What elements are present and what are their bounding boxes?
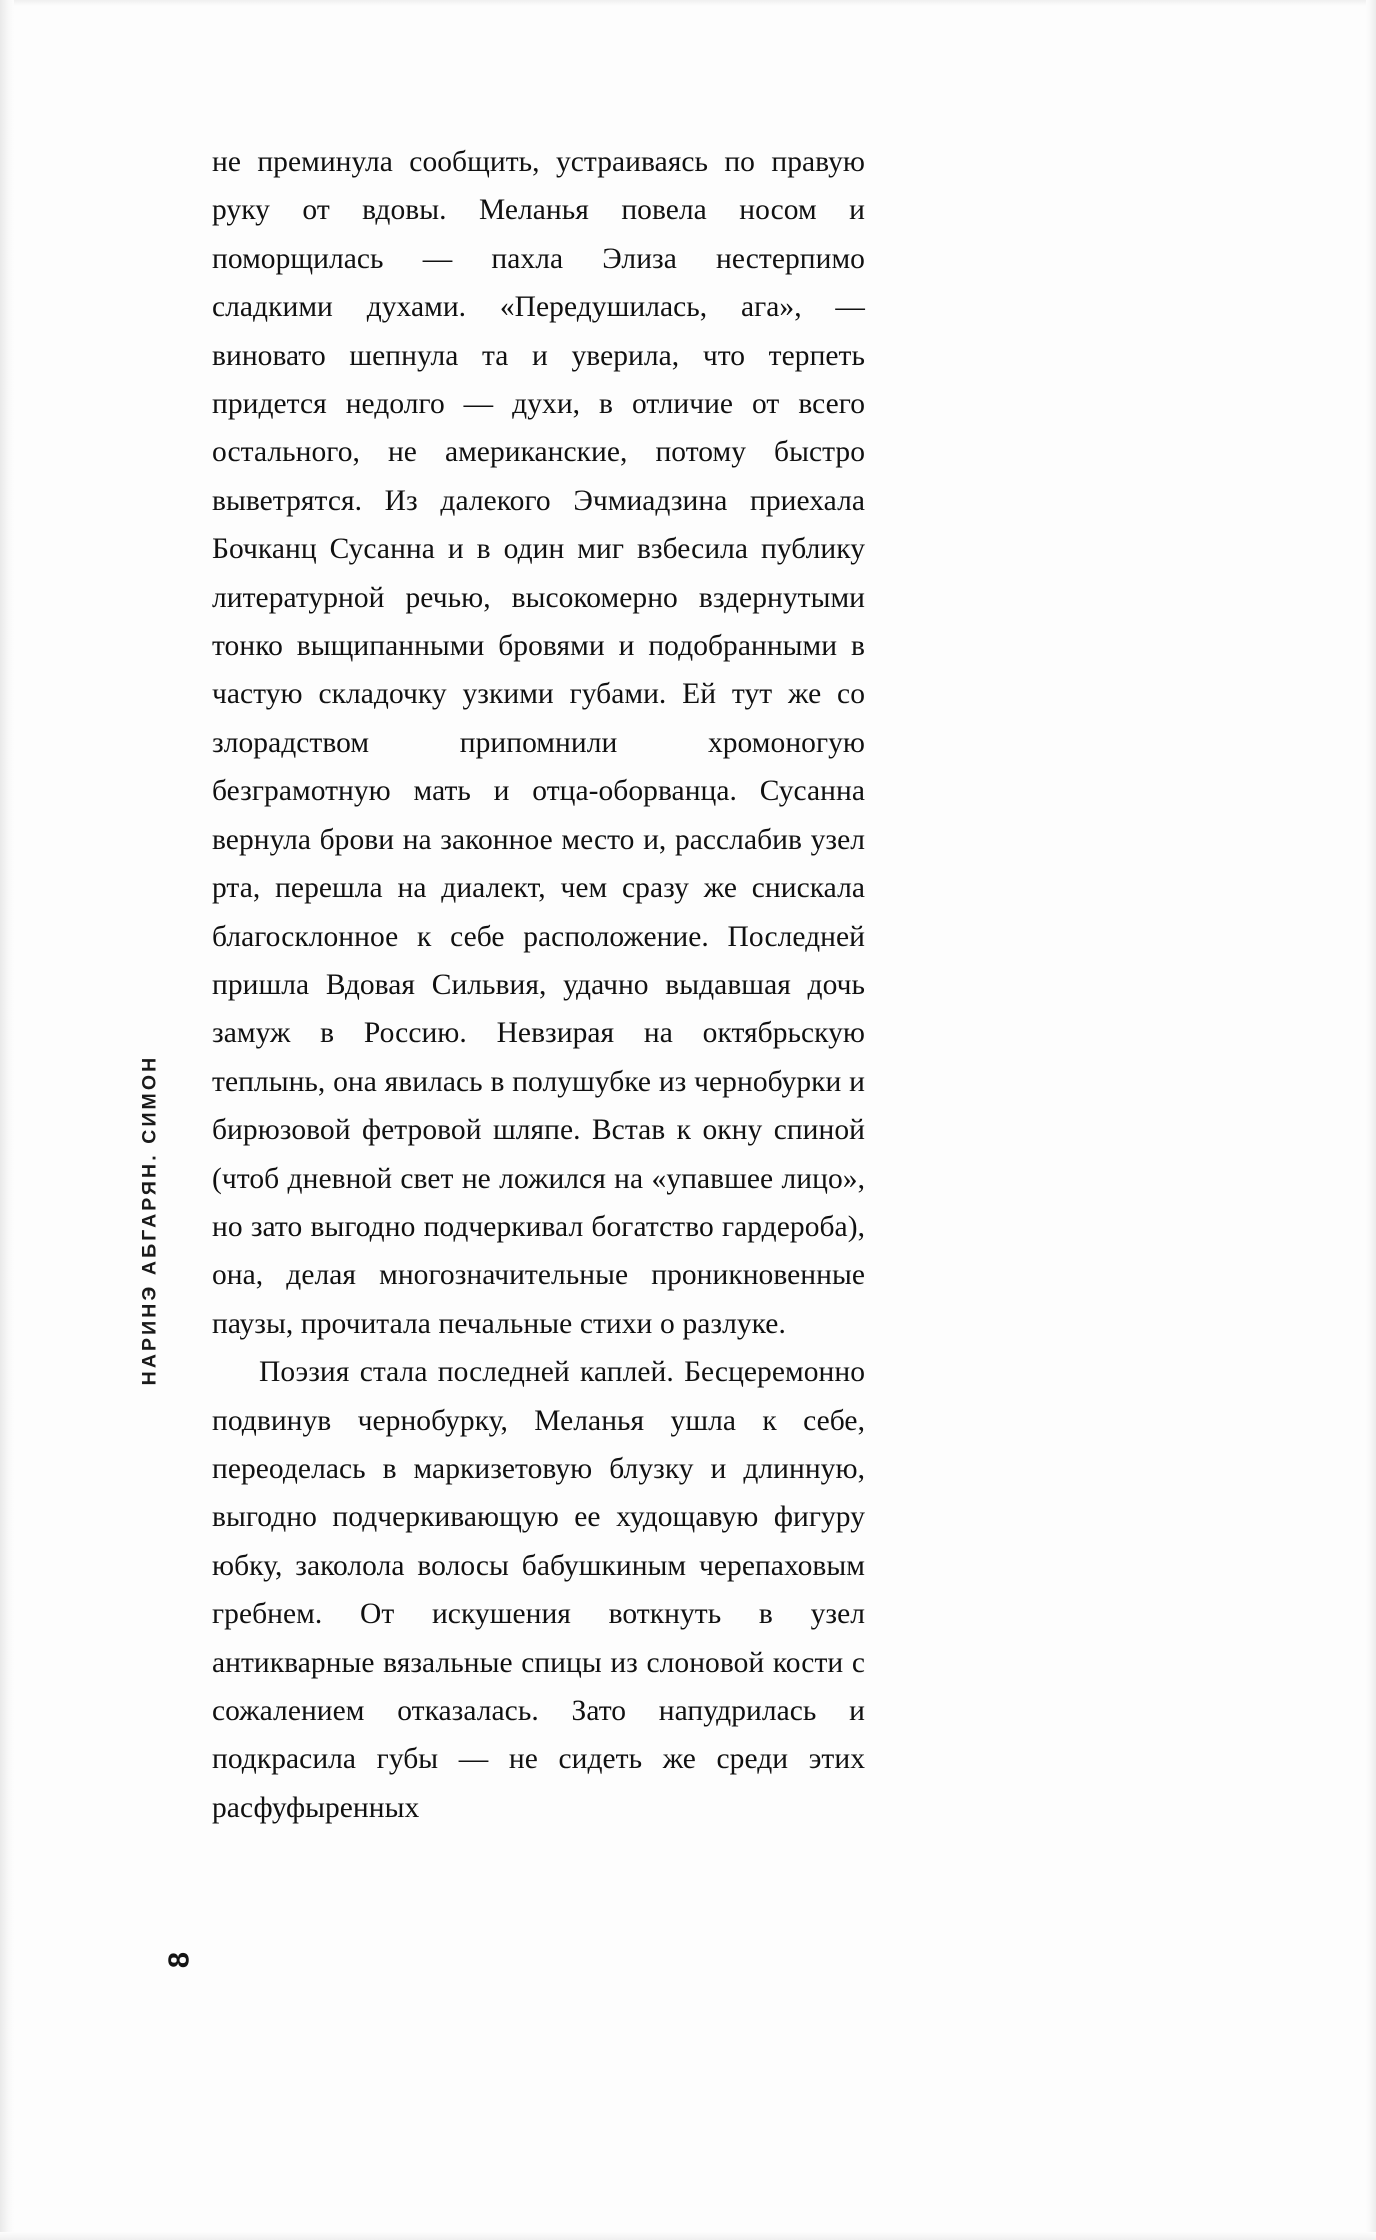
page-edge-right-shadow [1366,0,1376,2240]
page-edge-bottom-shadow [0,2232,1376,2240]
paragraph-continued: не преминула сообщить, устраиваясь по правую руку от вдовы. Меланья повела носом и поморщилась — пахла Элиза нестерпимо сладкими духами. «Передушилась, ага», — виновато шепнула та и уверила, что терпеть придется недолго — духи, в отличие от всего остального, не американские, потому быстро выветрятся. Из далекого Эчмиадзина приехала Бочканц Сусанна и в один миг взбесила публику литературной речью, высокомерно вздернутыми тонко выщипанными бровями и подобранными в частую складочку узкими губами. Ей тут же со злорадством припомнили хромоногую безграмотную мать и отца-оборванца. Сусанна вернула брови на законное место и, расслабив узел рта, перешла на диалект, чем сразу же снискала благосклонное к себе расположение. Последней пришла Вдовая Сильвия, удачно выдавшая дочь замуж в Россию. Невзирая на октябрьскую теплынь, она явилась в полушубке из чернобурки и бирюзовой фетровой шляпе. Встав к окну спиной (чтоб дневной свет не ложился на «упавшее лицо», но зато выгодно подчеркивал богатство гардероба), она, делая многозначительные проникновенные паузы, прочитала печальные стихи о разлуке. [212,146,865,1340]
body-text-column [212,138,865,1832]
page-number-label: 8 [163,1951,196,1969]
page-edge-left-shadow [0,0,14,2240]
page-edge-top-shadow [0,0,1376,6]
paragraph-poetry: Поэзия стала последней каплей. Бесцеремонно подвинув чернобурку, Меланья ушла к себе, переоделась в маркизетовую блузку и длинную, выгодно подчеркивающую ее худощавую фигуру юбку, заколола волосы бабушкиным черепаховым гребнем. От искушения воткнуть в узел антикварные вязальные спицы из слоновой кости с сожалением отказалась. Зато напудрилась и подкрасила губы — не сидеть же среди этих расфуфыренных [212,1356,865,1824]
running-head [128,1055,172,1385]
page-number [150,1930,210,1990]
running-head-label: НАРИНЭ АБГАРЯН. СИМОН [138,1054,161,1386]
